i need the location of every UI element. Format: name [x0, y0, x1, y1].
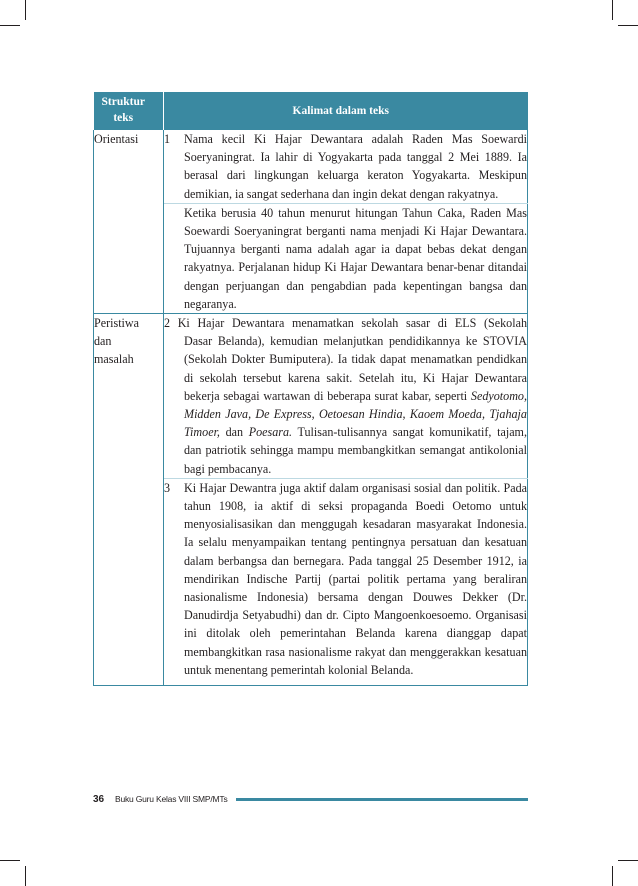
crop-mark [25, 0, 26, 20]
crop-mark [612, 866, 613, 886]
crop-mark [0, 25, 20, 26]
newspaper-name: Sedyotomo, [470, 388, 527, 403]
newspaper-name: Oetoesan Hindia, [318, 407, 406, 422]
sentence-cell [164, 203, 528, 313]
item-text: Ketika berusia 40 tahun menurut hitungan Tahun Caka, Raden Mas Soewardi Soeryaningrat berganti nama menjadi Ki Hajar Dewantara. Tujuannya berganti nama adalah agar ia dapat bebas dekat dengan rakyatnya. Perjalanan hidup Ki Hajar Dewantara benar-benar ditandai dengan perjuangan dan pengabdian pada kepentingan bangsa dan negaranya. [184, 205, 527, 311]
crop-mark [612, 0, 613, 20]
item-number: 1 [164, 132, 171, 146]
item-text: Ki Hajar Dewantara menamatkan sekolah sasar di ELS (Sekolah [177, 316, 528, 331]
row-label-line: masalah [94, 352, 134, 367]
newspaper-name: De Express, [255, 407, 315, 422]
book-title: Buku Guru Kelas VIII SMP/MTs [115, 794, 228, 804]
newspaper-name: Tjahaja Timoer, [184, 407, 527, 440]
crop-mark [25, 866, 26, 886]
sentence-cell [164, 130, 528, 203]
crop-mark [618, 25, 638, 26]
newspaper-name: Poesara. [248, 425, 293, 440]
item-text-continued [164, 332, 527, 478]
item-text: Ki Hajar Dewantra juga aktif dalam organisasi sosial dan politik. Pada tahun 1908, ia aktif di seksi propaganda Boedi Oetomo untuk menyosialisasikan dan menggugah kesadaran masyarakat Indonesia. Ia selalu menyampaikan tentang pentingnya persatuan dan kesatuan dalam berbangsa dan bernegara. Pada tanggal 25 Desember 1912, ia mendirikan Indische Partij (partai politik pertama yang beraliran nasionalisme Indonesia) bersama dengan Douwes Dekker (Dr. Danudirdja Setyabudhi) dan dr. Cipto Mangoenkoesoemo. Organisasi ini ditolak oleh pemerintahan Belanda karena dianggap dapat membangkitkan rasa nasionalisme rakyat dan menggerakkan kesatuan untuk menentang pemerintah kolonial Belanda. [184, 480, 527, 677]
item-number: 2 [164, 316, 171, 331]
item-text: Nama kecil Ki Hajar Dewantara adalah Raden Mas Soewardi Soeryaningrat. Ia lahir di Yogyakarta pada tanggal 2 Mei 1889. Ia berasal dari lingkungan keluarga keraton Yogyakarta. Meskipun demikian, ia sangat sederhana dan ingin dekat dengan rakyatnya. [184, 132, 527, 201]
table-row [94, 314, 528, 479]
row-label-line: Peristiwa [94, 316, 140, 331]
newspaper-name: Midden Java, [184, 407, 252, 422]
crop-mark [618, 860, 638, 861]
item-text: Tulisan-tulisannya sangat komunikatif, tajam, dan patriotik sehingga mampu membangkitkan semangat antikolonial bagi pembacanya. [184, 425, 527, 476]
header-sentences: Kalimat dalam teks [164, 92, 528, 130]
page-number: 36 [93, 793, 105, 805]
table-row [94, 130, 528, 203]
page-footer [93, 792, 528, 806]
sentence-cell [164, 478, 528, 685]
newspaper-name: Kaoem Moeda, [409, 407, 486, 422]
header-structure: Struktur teks [94, 92, 164, 130]
item-text: Dasar Belanda), kemudian melanjutkan pendidikannya ke STOVIA (Sekolah Dokter Bumiputera). Ia tidak dapat menamatkan pendidkan di sekolah tersebut karena sakit. Setelah itu, Ki Hajar Dewantara bekerja sebagai wartawan di beberapa surat kabar, seperti [184, 334, 527, 403]
item-number: 3 [164, 480, 171, 495]
footer-rule [236, 798, 529, 801]
table-header-row [94, 92, 528, 130]
conjunction: dan [225, 425, 244, 440]
row-label-line: dan [94, 334, 112, 349]
crop-mark [0, 860, 20, 861]
row-label-orientation: Orientasi [94, 130, 164, 314]
row-label-events [94, 314, 164, 686]
structure-table [93, 92, 528, 686]
sentence-cell [164, 314, 528, 479]
